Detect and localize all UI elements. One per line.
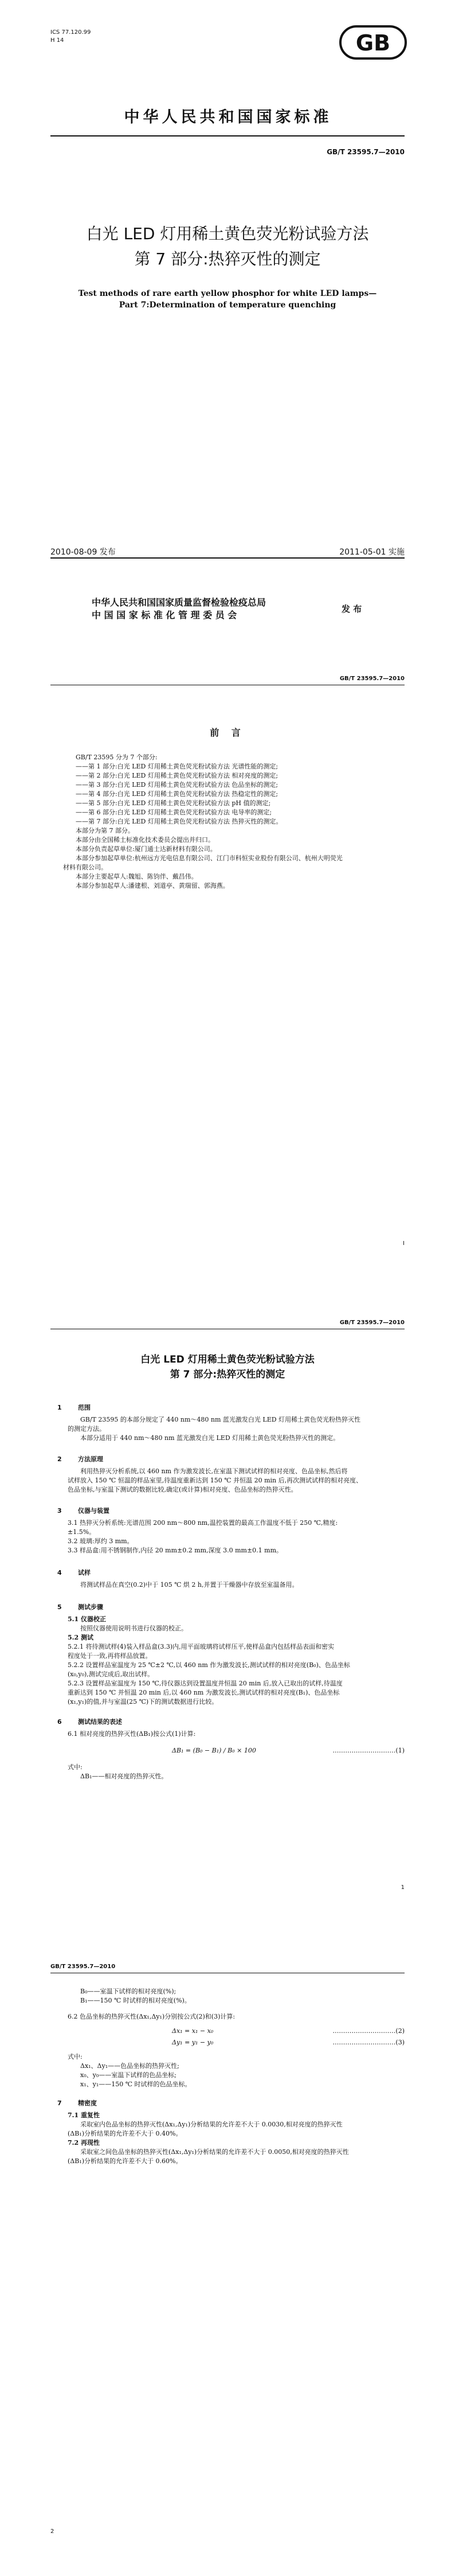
text-line: 3.1 热猝灭分析系统:光谱范围 200 nm～800 nm,温控装置的最高工作温度不低于 250 ℃,精度: [68, 1519, 338, 1527]
text-line: 采取室之间色品坐标的热猝灭性(Δx₁,Δy₁)分析结果的允许差不大于 0.0050,相对亮度的热猝灭性 [80, 2148, 349, 2156]
section-title: 方法原理 [78, 1455, 103, 1463]
foreword-line: 本部分参加起草单位:杭州远方光电信息有限公司、江门市科恒实业股份有限公司、杭州大明荧光 [76, 854, 343, 862]
section-6-1-text: 6.1 相对亮度的热猝灭性(ΔB₁)按公式(1)计算: [68, 1730, 196, 1738]
section-7-heading [57, 2098, 97, 2107]
section-3-text [68, 1519, 405, 1555]
text-line: (ΔB₁)分析结果的允许差不大于 0.60%。 [68, 2157, 182, 2165]
text-line: 式中: [68, 1763, 83, 1771]
text-line: 5.2.2 设置样品室温度为 25 ℃±2 ℃,以 460 nm 作为激发波长,测试试样的相对亮度(B₀)、色品坐标 [68, 1661, 350, 1669]
text-line: 采取室内色品坐标的热猝灭性(Δx₁,Δy₁)分析结果的允许差不大于 0.0030,相对亮度的热猝灭性 [80, 2121, 343, 2128]
section-1-text [68, 1415, 405, 1443]
section-title: 测试结果的表述 [78, 1718, 122, 1726]
page-number: I [403, 1240, 405, 1247]
bottom-rule [50, 557, 405, 559]
text-line: 7.1 重复性 [68, 2111, 100, 2119]
formula-2-3-where [68, 2052, 405, 2089]
formula-3-number: …………………………(3) [332, 2039, 405, 2046]
formula-1: ΔB₁ = (B₀ − B₁) / B₀ × 100 [172, 1747, 256, 1754]
foreword-line: ——第 5 部分:白光 LED 灯用稀土黄色荧光粉试验方法 pH 值的测定; [76, 799, 271, 807]
issuer-line1: 中华人民共和国国家质量监督检验检疫总局 [92, 597, 266, 608]
foreword-line: ——第 1 部分:白光 LED 灯用稀土黄色荧光粉试验方法 光谱性能的测定; [76, 763, 279, 770]
formula-number: (2) [395, 2027, 405, 2035]
section-7-text [68, 2111, 405, 2166]
section-2-heading [57, 1454, 103, 1463]
section-number: 5 [57, 1603, 62, 1611]
text-line: 利用热猝灭分析系统,以 460 nm 作为激发波长,在室温下测试试样的相对亮度、色品坐标,然后将 [80, 1467, 348, 1475]
section-6-heading [57, 1717, 122, 1726]
body-page-1 [0, 1288, 455, 1932]
section-4-text [68, 1580, 405, 1590]
text-line: Δx₁、Δy₁——色品坐标的热猝灭性; [80, 2062, 179, 2070]
section-title: 测试步骤 [78, 1603, 103, 1611]
title-cn-line2: 第 7 部分:热猝灭性的测定 [134, 249, 321, 268]
foreword-page [0, 644, 455, 1288]
section-number: 2 [57, 1455, 62, 1463]
formula-1-number: …………………………(1) [332, 1747, 405, 1754]
page-number: 2 [50, 2528, 54, 2535]
ccs-code: H 14 [50, 37, 64, 44]
formula-number: (3) [395, 2039, 405, 2046]
text-line: 5.2 测试 [68, 1634, 93, 1641]
implementation-date: 2011-05-01 实施 [339, 548, 405, 557]
text-line: 3.2 玻璃:厚约 3 mm。 [68, 1537, 134, 1545]
title-en-line1: Test methods of rare earth yellow phosphor for white LED lamps— [78, 289, 377, 298]
issuer [92, 596, 266, 622]
gb-logo-text: GB [355, 30, 391, 56]
foreword-line: 本部分主要起草人:魏旭、陈钧伴、戴昌伟。 [76, 873, 198, 880]
body-page-2 [0, 1932, 455, 2576]
text-line: (x₁,y₁)的值,并与室温(25 ℃)下的测试数据进行比较。 [68, 1698, 218, 1705]
formula-3: Δy₁ = y₁ − y₀ [172, 2039, 214, 2046]
section-number: 7 [57, 2099, 62, 2107]
page-header: GB/T 23595.7—2010 [50, 1964, 116, 1970]
text-line: 的测定方法。 [68, 1425, 105, 1433]
text-line: 将测试样品在真空(0.2)中于 105 ℃ 烘 2 h,并置于干燥器中存放至室温备用。 [80, 1581, 299, 1588]
text-line: x₀、y₀——室温下试样的色品坐标; [80, 2071, 176, 2079]
foreword-body [63, 753, 405, 891]
text-line: 5.2.1 将待测试样(4)装入样品盒(3.3)内,用平面玻璃将试样压平,使样品盒内包括样品表面和密实 [68, 1643, 335, 1650]
text-line: 试样放入 150 ℃ 恒温的样品室里,待温度重新达到 150 ℃ 并恒温 20 min 后,再次测试试样的相对亮度、 [68, 1477, 363, 1484]
classification-codes [50, 29, 91, 45]
issuer-line2: 中 国 国 家 标 准 化 管 理 委 员 会 [92, 610, 237, 620]
formula-2: Δx₁ = x₁ − x₀ [172, 2027, 214, 2035]
section-5-heading [57, 1602, 103, 1611]
foreword-line: 本部分负责起草单位:厦门通士达新材料有限公司。 [76, 845, 217, 853]
section-1-heading [57, 1403, 91, 1412]
gb-logo [339, 25, 407, 60]
top-rule [50, 135, 405, 136]
foreword-line: 本部分为第 7 部分。 [76, 827, 134, 834]
cover-page [0, 0, 455, 644]
section-number: 1 [57, 1404, 62, 1411]
section-title: 范围 [78, 1404, 91, 1411]
section-number: 3 [57, 1507, 62, 1515]
text-line: 本部分适用于 440 nm～480 nm 蓝光激发白光 LED 灯用稀土黄色荧光粉热猝灭性的测定。 [80, 1434, 340, 1442]
text-line: 3.3 样品盒:用不锈钢制作,内径 20 mm±0.2 mm,深度 3.0 mm±0.1 mm。 [68, 1547, 283, 1554]
foreword-line: ——第 6 部分:白光 LED 灯用稀土黄色荧光粉试验方法 电导率的测定; [76, 809, 272, 816]
formula-number: (1) [395, 1747, 405, 1754]
text-line: 7.2 再现性 [68, 2139, 100, 2146]
text-line: (ΔB₁)分析结果的允许差不大于 0.40%。 [68, 2130, 182, 2137]
foreword-line: 本部分参加起草人:潘建根、刘道亭、黄瑞留、郭海燕。 [76, 882, 229, 889]
foreword-line: ——第 3 部分:白光 LED 灯用稀土黄色荧光粉试验方法 色品坐标的测定; [76, 781, 279, 789]
text-line: ±1.5%。 [68, 1528, 96, 1536]
text-line: ΔB₁——相对亮度的热猝灭性。 [80, 1773, 168, 1780]
title-en-line2: Part 7:Determination of temperature quenching [119, 300, 336, 310]
text-line: 色品坐标,与室温下测试的数据比较,确定(或计算)相对亮度、色品坐标的热猝灭性。 [68, 1486, 297, 1493]
issuer-tag: 发 布 [342, 604, 362, 614]
formula-1-where [68, 1763, 405, 1781]
foreword-title: 前 言 [210, 727, 245, 738]
section-title: 仪器与装置 [78, 1507, 109, 1515]
national-standard-title: 中华人民共和国国家标准 [124, 108, 332, 126]
title-cn-line1: 白光 LED 灯用稀土黄色荧光粉试验方法 [86, 224, 369, 243]
section-number: 6 [57, 1718, 62, 1726]
text-line: B₁——150 ℃ 时试样的相对亮度(%)。 [80, 1997, 191, 2004]
body-title-line2: 第 7 部分:热猝灭性的测定 [170, 1369, 285, 1380]
text-line: 5.1 仪器校正 [68, 1615, 106, 1623]
issue-date: 2010-08-09 发布 [50, 548, 116, 557]
body-title-line1: 白光 LED 灯用稀土黄色荧光粉试验方法 [140, 1354, 315, 1365]
foreword-line: ——第 7 部分:白光 LED 灯用稀土黄色荧光粉试验方法 热猝灭性的测定。 [76, 818, 283, 825]
section-title: 精密度 [78, 2099, 97, 2107]
standard-number: GB/T 23595.7—2010 [327, 148, 405, 156]
page-header: GB/T 23595.7—2010 [339, 676, 405, 682]
foreword-line: ——第 4 部分:白光 LED 灯用稀土黄色荧光粉试验方法 热稳定性的测定; [76, 790, 279, 798]
foreword-line: GB/T 23595 分为 7 个部分: [76, 754, 158, 761]
ics-code: ICS 77.120.99 [50, 29, 91, 36]
text-line: x₁、y₁——150 ℃ 时试样的色品坐标。 [80, 2081, 191, 2088]
section-2-text [68, 1467, 405, 1494]
foreword-line: 材料有限公司。 [63, 864, 107, 871]
section-6-2-text: 6.2 色品坐标的热猝灭性(Δx₁,Δy₁)分别按公式(2)和(3)计算: [68, 2013, 236, 2020]
section-4-heading [57, 1568, 91, 1577]
formula-1-defs [80, 1987, 417, 2005]
text-line: 按照仪器使用说明书进行仪器的校正。 [80, 1625, 187, 1632]
text-line: 式中: [68, 2053, 83, 2060]
text-line: 重新达到 150 ℃ 并恒温 20 min 后,以 460 nm 为激发波长,测试试样的相对亮度(B₁)、色品坐标 [68, 1689, 340, 1696]
page-header: GB/T 23595.7—2010 [339, 1320, 405, 1326]
text-line: 程度处于一致,再将样品放置。 [68, 1652, 152, 1660]
foreword-line: ——第 2 部分:白光 LED 灯用稀土黄色荧光粉试验方法 相对亮度的测定; [76, 772, 279, 779]
section-3-heading [57, 1506, 109, 1515]
text-line: 5.2.3 设置样品室温度为 150 ℃,待仪器达到设置温度并恒温 20 min 后,放入已取出的试样,待温度 [68, 1680, 343, 1687]
text-line: (x₀,y₀),测试完成后,取出试样。 [68, 1671, 154, 1678]
foreword-line: 本部分由全国稀土标准化技术委员会提出并归口。 [76, 836, 214, 844]
section-number: 4 [57, 1569, 62, 1576]
text-line: B₀——室温下试样的相对亮度(%); [80, 1988, 176, 1995]
formula-2-number: …………………………(2) [332, 2027, 405, 2035]
text-line: GB/T 23595 的本部分规定了 440 nm～480 nm 蓝光激发白光 LED 灯用稀土黄色荧光粉热猝灭性 [80, 1416, 361, 1423]
section-5-text [68, 1615, 405, 1707]
section-title: 试样 [78, 1569, 91, 1576]
page-number: 1 [401, 1884, 405, 1891]
